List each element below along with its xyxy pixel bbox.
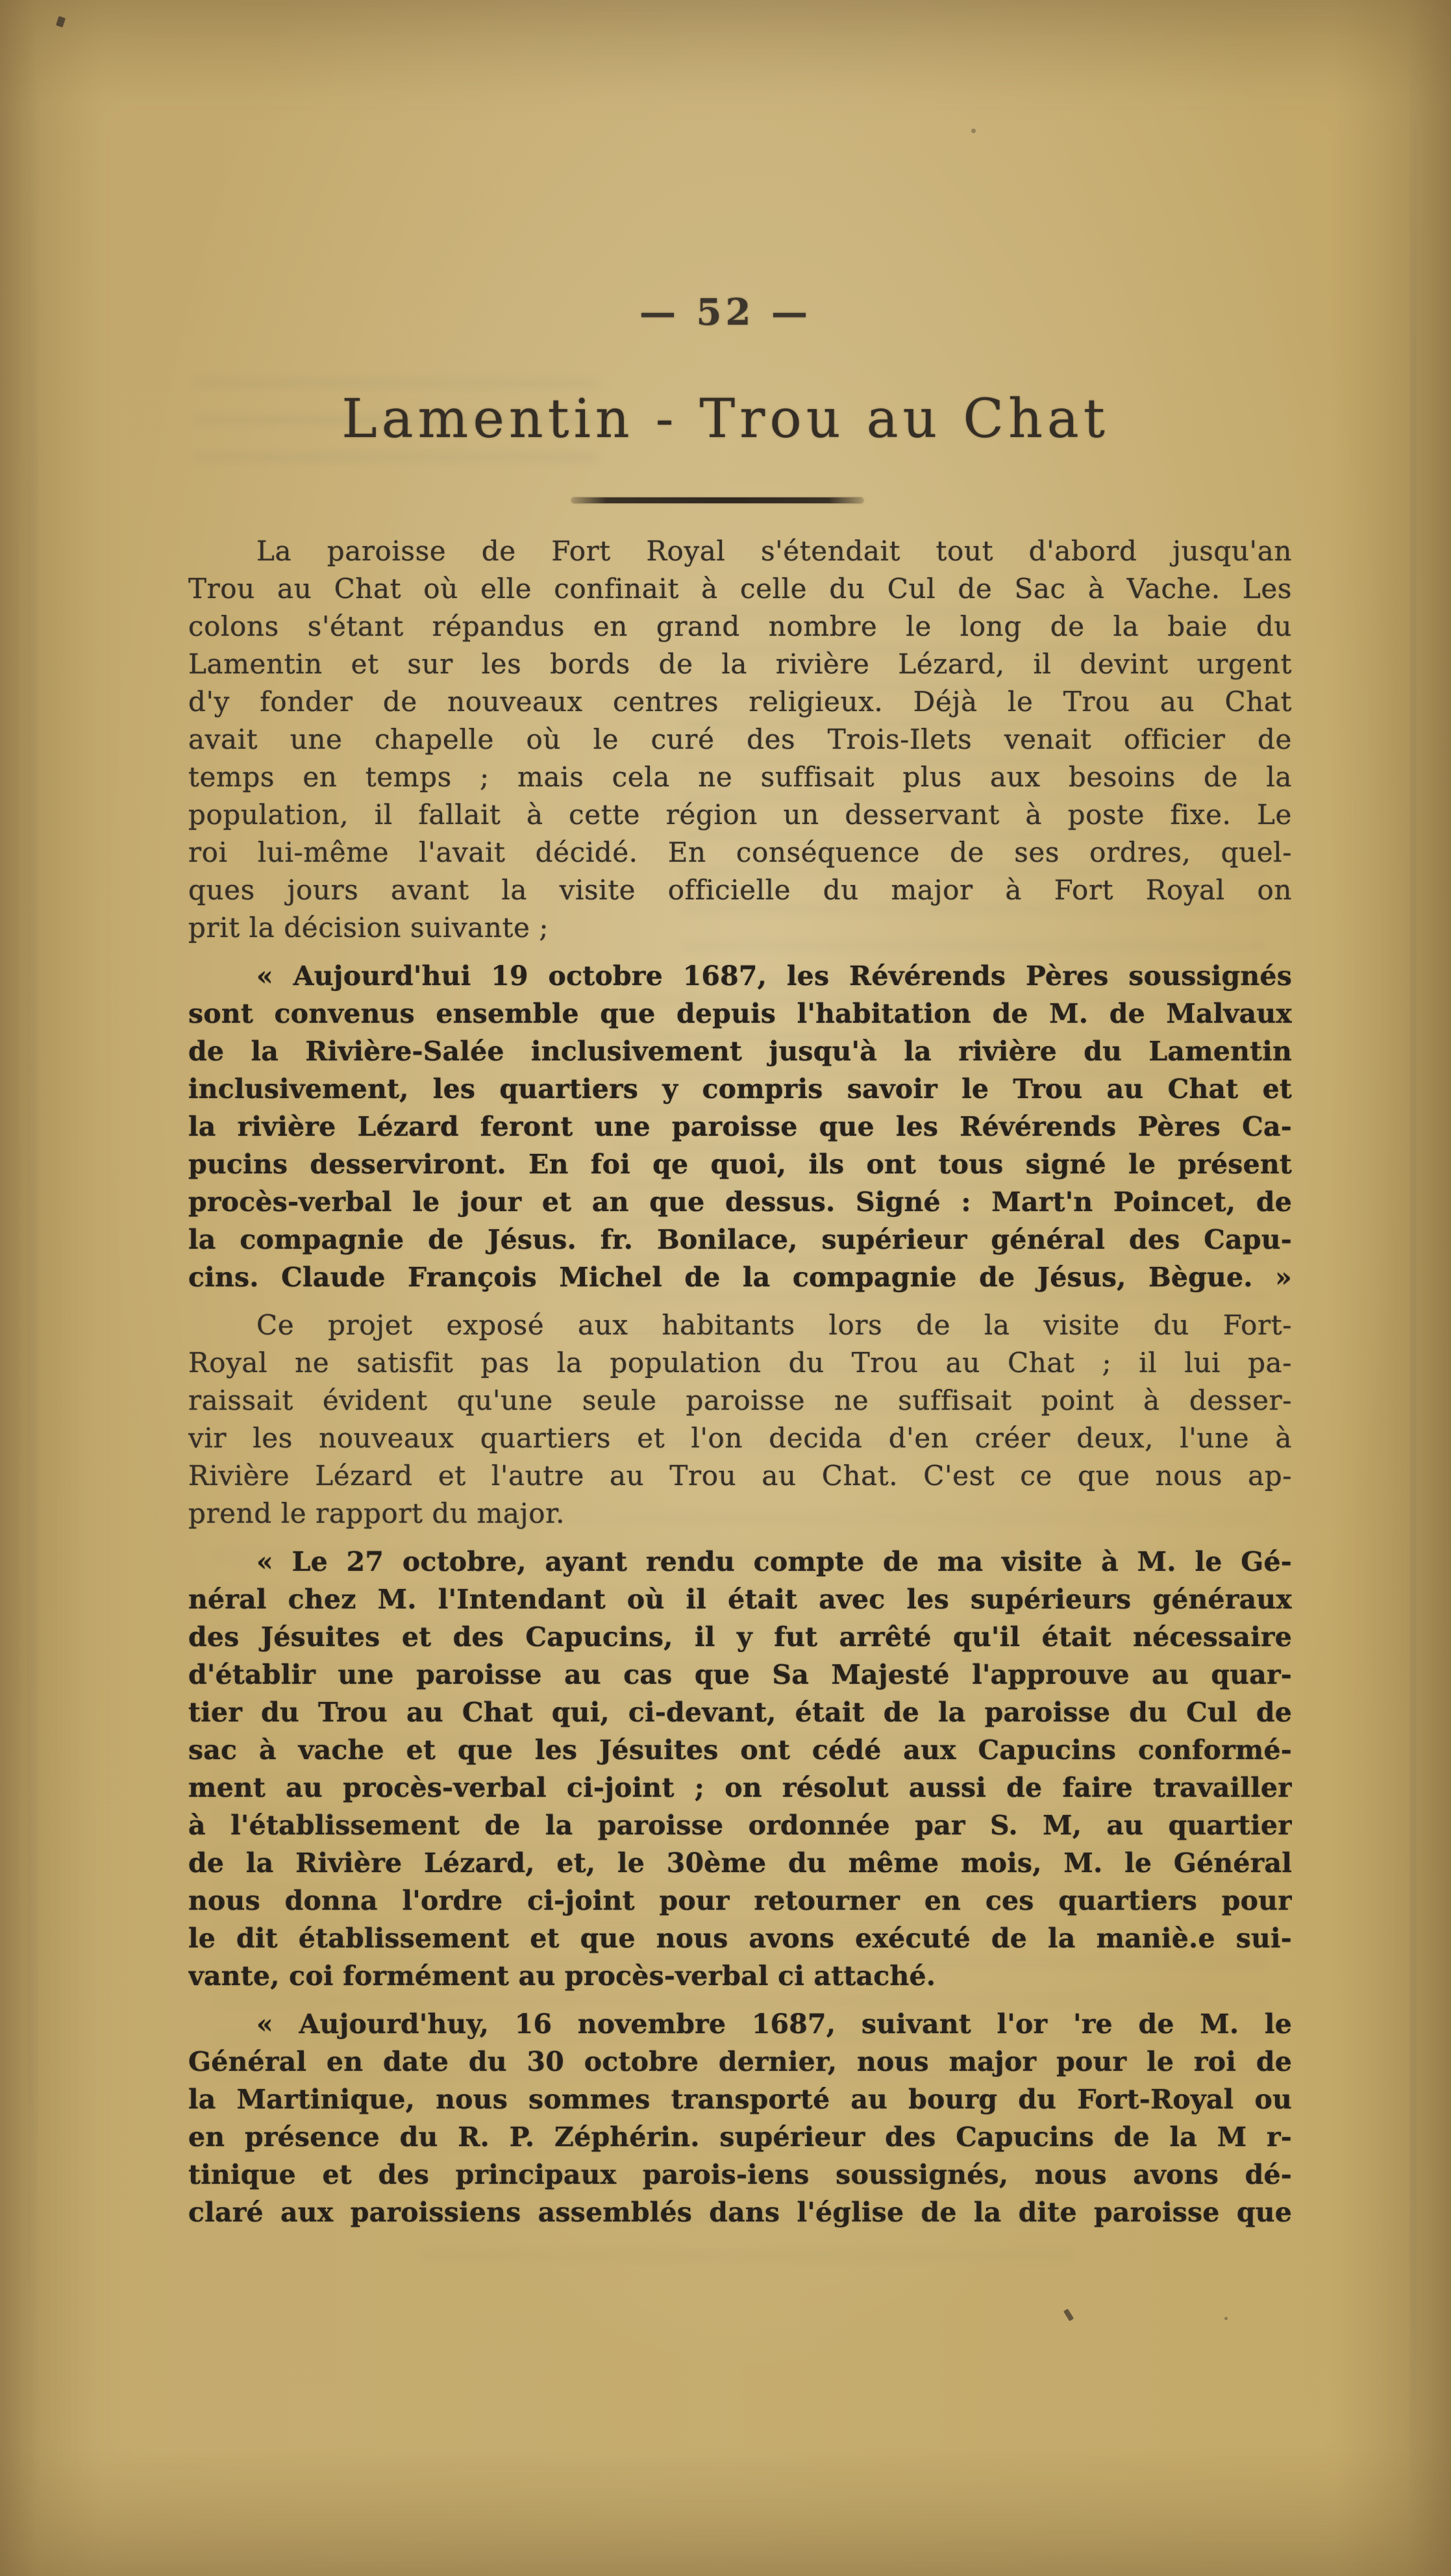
text-line: temps en temps ; mais cela ne suffisait plus aux besoins de la [188, 761, 1292, 793]
text-line: vir les nouveaux quartiers et l'on decida d'en créer deux, l'une à [188, 1422, 1292, 1454]
text-line: prend le rapport du major. [188, 1497, 565, 1529]
text-line: « Aujourd'hui 19 octobre 1687, les Révérends Pères soussignés [256, 960, 1292, 992]
ink-speck [971, 129, 976, 133]
text-line: claré aux paroissiens assemblés dans l'église de la dite paroisse que [188, 2197, 1292, 2228]
chapter-title: Lamentin - Trou au Chat [341, 388, 1110, 450]
text-line: des Jésuites et des Capucins, il y fut arrêté qu'il était nécessaire [188, 1621, 1292, 1653]
ink-speck [1224, 2317, 1228, 2320]
text-line: d'établir une paroisse au cas que Sa Majesté l'approuve au quar- [188, 1659, 1292, 1690]
text-line: en présence du R. P. Zéphérin. supérieur des Capucins de la M r- [188, 2121, 1292, 2153]
text-line: tier du Trou au Chat qui, ci-devant, était de la paroisse du Cul de [188, 1697, 1292, 1728]
paragraph [188, 532, 1292, 947]
text-line: colons s'étant répandus en grand nombre le long de la baie du [188, 610, 1292, 642]
text-line: la Martinique, nous sommes transporté au bourg du Fort-Royal ou [188, 2084, 1292, 2115]
text-line: d'y fonder de nouveaux centres religieux. Déjà le Trou au Chat [188, 686, 1292, 718]
text-line: « Le 27 octobre, ayant rendu compte de ma visite à M. le Gé- [256, 1546, 1292, 1577]
text-line: Général en date du 30 octobre dernier, nous major pour le roi de [188, 2046, 1292, 2077]
text-line: Royal ne satisfit pas la population du Trou au Chat ; il lui pa- [188, 1347, 1292, 1379]
text-line: Trou au Chat où elle confinait à celle du Cul de Sac à Vache. Les [188, 573, 1292, 605]
text-line: à l'établissement de la paroisse ordonnée par S. M, au quartier [188, 1810, 1292, 1841]
text-line: raissait évident qu'une seule paroisse ne suffisait point à desser- [188, 1384, 1292, 1416]
text-line: pucins desserviront. En foi qe quoi, ils ont tous signé le présent [188, 1149, 1292, 1180]
paragraph [188, 957, 1292, 1296]
text-line: sac à vache et que les Jésuites ont cédé aux Capucins conformé- [188, 1734, 1292, 1766]
text-line: cins. Claude François Michel de la compagnie de Jésus, Bègue. » [188, 1262, 1292, 1293]
title-rule [571, 497, 863, 503]
ink-speck [1063, 2308, 1074, 2321]
text-line: La paroisse de Fort Royal s'étendait tout d'abord jusqu'an [256, 535, 1292, 567]
text-line: ment au procès-verbal ci-joint ; on résolut aussi de faire travailler [188, 1772, 1292, 1803]
page-number: — 52 — [639, 291, 812, 334]
text-line: inclusivement, les quartiers y compris savoir le Trou au Chat et [188, 1073, 1292, 1105]
text-line: sont convenus ensemble que depuis l'habitation de M. de Malvaux [188, 998, 1292, 1029]
text-line: Rivière Lézard et l'autre au Trou au Chat. C'est ce que nous ap- [188, 1460, 1292, 1492]
text-line: prit la décision suivante ; [188, 912, 549, 944]
text-line: procès-verbal le jour et an que dessus. Signé : Mart'n Poincet, de [188, 1186, 1292, 1218]
ink-speck [56, 16, 66, 28]
text-line: vante, coi formément au procès-verbal ci attaché. [188, 1960, 936, 1992]
text-line: le dit établissement et que nous avons exécuté de la maniè.e sui- [188, 1923, 1292, 1954]
paragraph [188, 1543, 1292, 1995]
text-line: Lamentin et sur les bords de la rivière Lézard, il devint urgent [188, 648, 1292, 680]
text-line: de la Rivière Lézard, et, le 30ème du même mois, M. le Général [188, 1847, 1292, 1879]
text-line: avait une chapelle où le curé des Trois-Ilets venait officier de [188, 723, 1292, 755]
text-line: ques jours avant la visite officielle du major à Fort Royal on [188, 874, 1292, 906]
text-line: néral chez M. l'Intendant où il était avec les supérieurs généraux [188, 1584, 1292, 1615]
text-line: tinique et des principaux parois-iens soussignés, nous avons dé- [188, 2159, 1292, 2190]
text-line: roi lui-même l'avait décidé. En conséquence de ses ordres, quel- [188, 836, 1292, 868]
page-crease [1410, 0, 1417, 2576]
text-line: la rivière Lézard feront une paroisse que les Révérends Pères Ca- [188, 1111, 1292, 1142]
text-line: de la Rivière-Salée inclusivement jusqu'à la rivière du Lamentin [188, 1036, 1292, 1067]
paragraph [188, 1307, 1292, 1532]
text-line: Ce projet exposé aux habitants lors de la visite du Fort- [256, 1309, 1292, 1341]
body-text [188, 532, 1292, 2242]
text-line: population, il fallait à cette région un desservant à poste fixe. Le [188, 799, 1292, 831]
text-line: « Aujourd'huy, 16 novembre 1687, suivant l'or 're de M. le [256, 2008, 1292, 2040]
text-line: nous donna l'ordre ci-joint pour retourner en ces quartiers pour [188, 1885, 1292, 1916]
text-line: la compagnie de Jésus. fr. Bonilace, supérieur général des Capu- [188, 1224, 1292, 1255]
paragraph [188, 2005, 1292, 2231]
page-crease [27, 0, 38, 2576]
